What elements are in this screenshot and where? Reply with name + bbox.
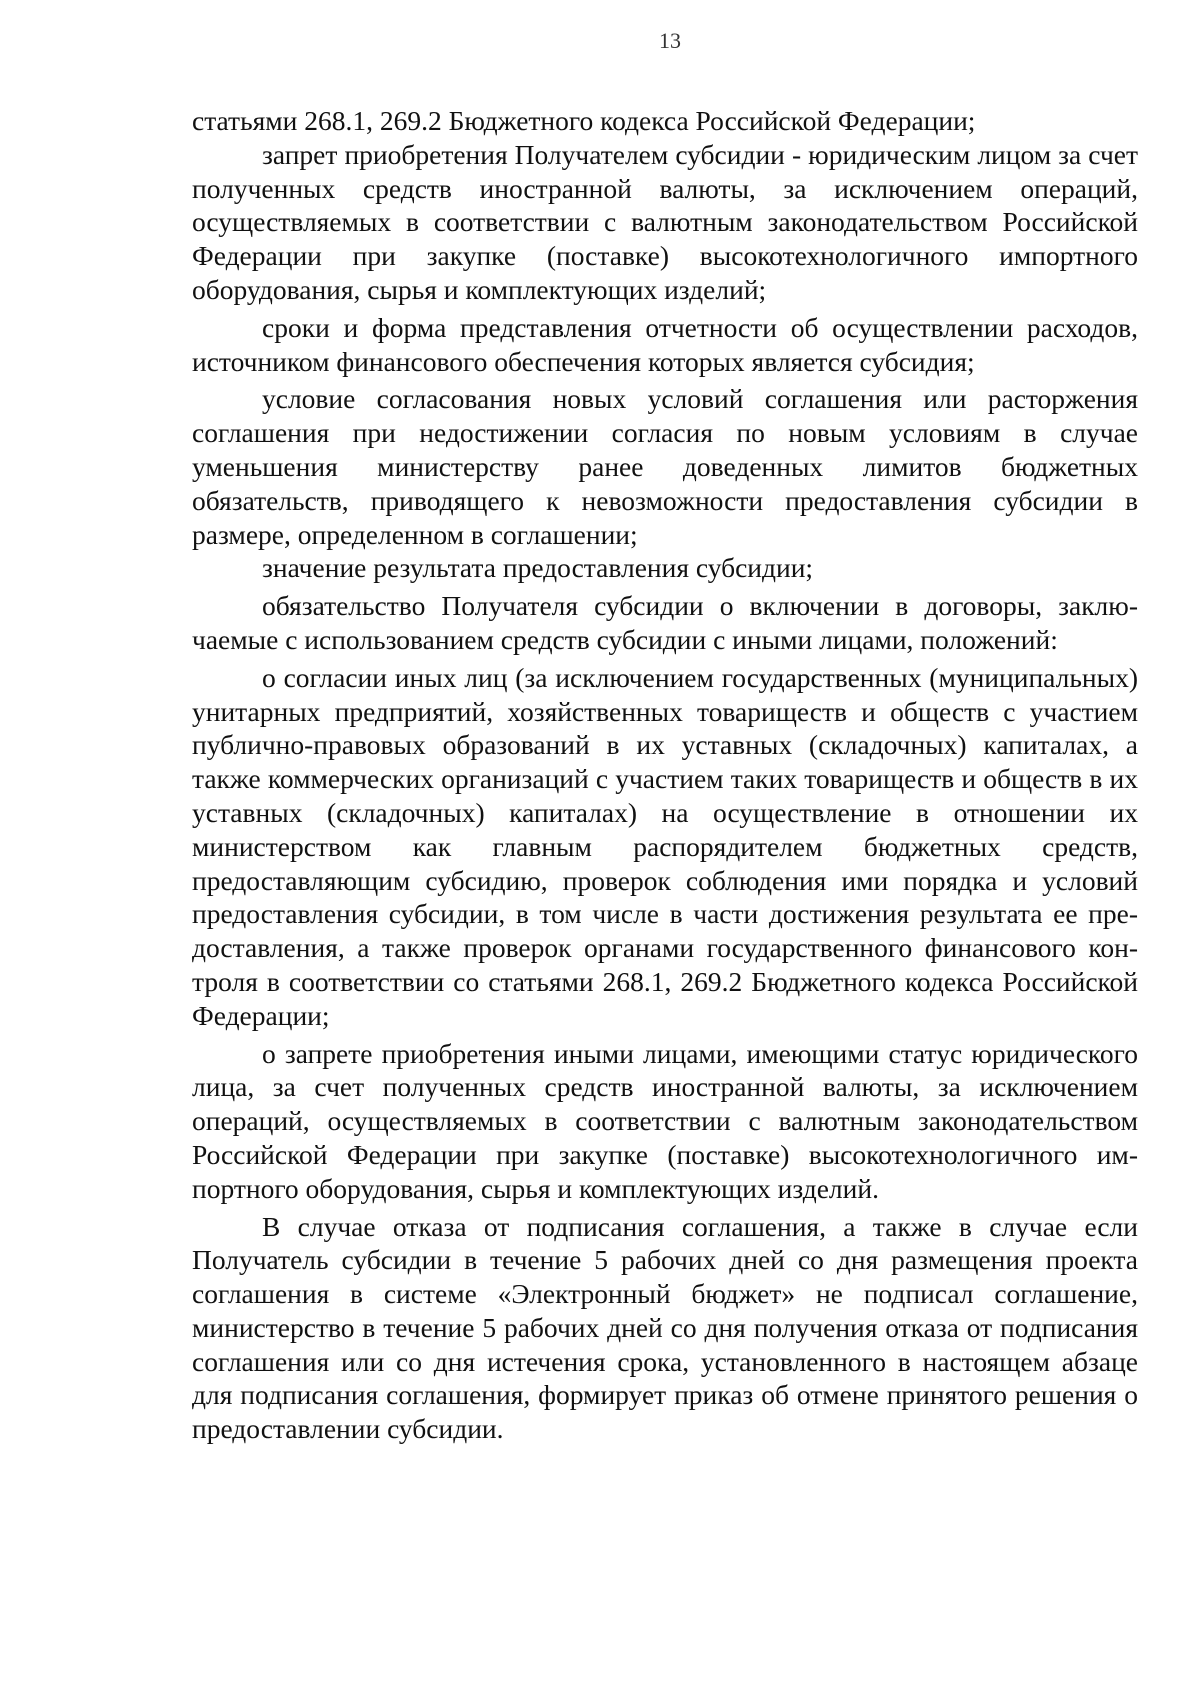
- paragraph-obligation: обязательство Получателя субсидии о включении в договоры, заключаемые с использованием средств субсидии с иными лицами, положений:: [192, 590, 1138, 655]
- paragraph-agreement-terms: условие согласования новых условий соглашения или расторжения соглашения при недостижении согласия по новым условиям в случае уменьшения министерству ранее доведенных лимитов бюджетных обязательств, приводящего к невозможности предоставления субсидии в размере, определенном в соглашении;: [192, 383, 1138, 550]
- paragraph-continuation: статьями 268.1, 269.2 Бюджетного кодекса Российской Федерации;: [192, 105, 976, 136]
- paragraph-refusal: В случае отказа от подписания соглашения, а также в случае если Получатель субсидии в течение 5 рабочих дней со дня размещения проекта соглашения в системе «Электронный бюджет» не подписал соглашение, министерство в течение 5 рабочих дней со дня получения отказа от подписания соглашения или со дня истечения срока, установленного в настоящем абзаце для подписания соглашения, формирует приказ об отмене принятого решения о предоставлении субсидии.: [192, 1210, 1138, 1445]
- paragraph-consent: о согласии иных лиц (за исключением государственных (муниципальных) унитарных предприятий, хозяйственных товариществ и обществ с участием публично-правовых образований в их уставных (складочных) капиталах, а также коммерческих организаций с участием таких товариществ и обществ в их уставных (складочных) капиталах) на осуществление в отношении их министерством как главным распорядителем бюджетных средств, предоставляющим субсидию, проверок соблюдения ими порядка и условий предоставления субсидии, в том числе в части достижения результата ее предоставления, а также проверок органами государственного финансового контроля в соответствии со статьями 268.1, 269.2 Бюджетного кодекса Российской Федерации;: [192, 661, 1138, 1031]
- document-body: [192, 104, 1138, 1446]
- page-number: 13: [659, 28, 681, 53]
- paragraph-other-currency-ban: о запрете приобретения иными лицами, имеющими статус юридического лица, за счет полученных средств иностранной валюты, за исключением операций, осуществляемых в соответствии с валютным законодательством Российской Федерации при закупке (поставке) высокотехнологичного импортного оборудования, сырья и комплектующих изделий.: [192, 1037, 1138, 1204]
- paragraph-currency-ban: запрет приобретения Получателем субсидии - юридическим лицом за счет полученных средств иностранной валюты, за исключением операций, осуществляемых в соответствии с валютным законодательством Российской Федерации при закупке (поставке) высокотехнологичного импортного оборудования, сырья и комплектующих изделий;: [192, 138, 1138, 305]
- paragraph-reporting: сроки и форма представления отчетности об осуществлении расходов, источником финансового обеспечения которых является субсидия;: [192, 311, 1138, 377]
- paragraph-result-value: значение результата предоставления субсидии;: [262, 552, 814, 584]
